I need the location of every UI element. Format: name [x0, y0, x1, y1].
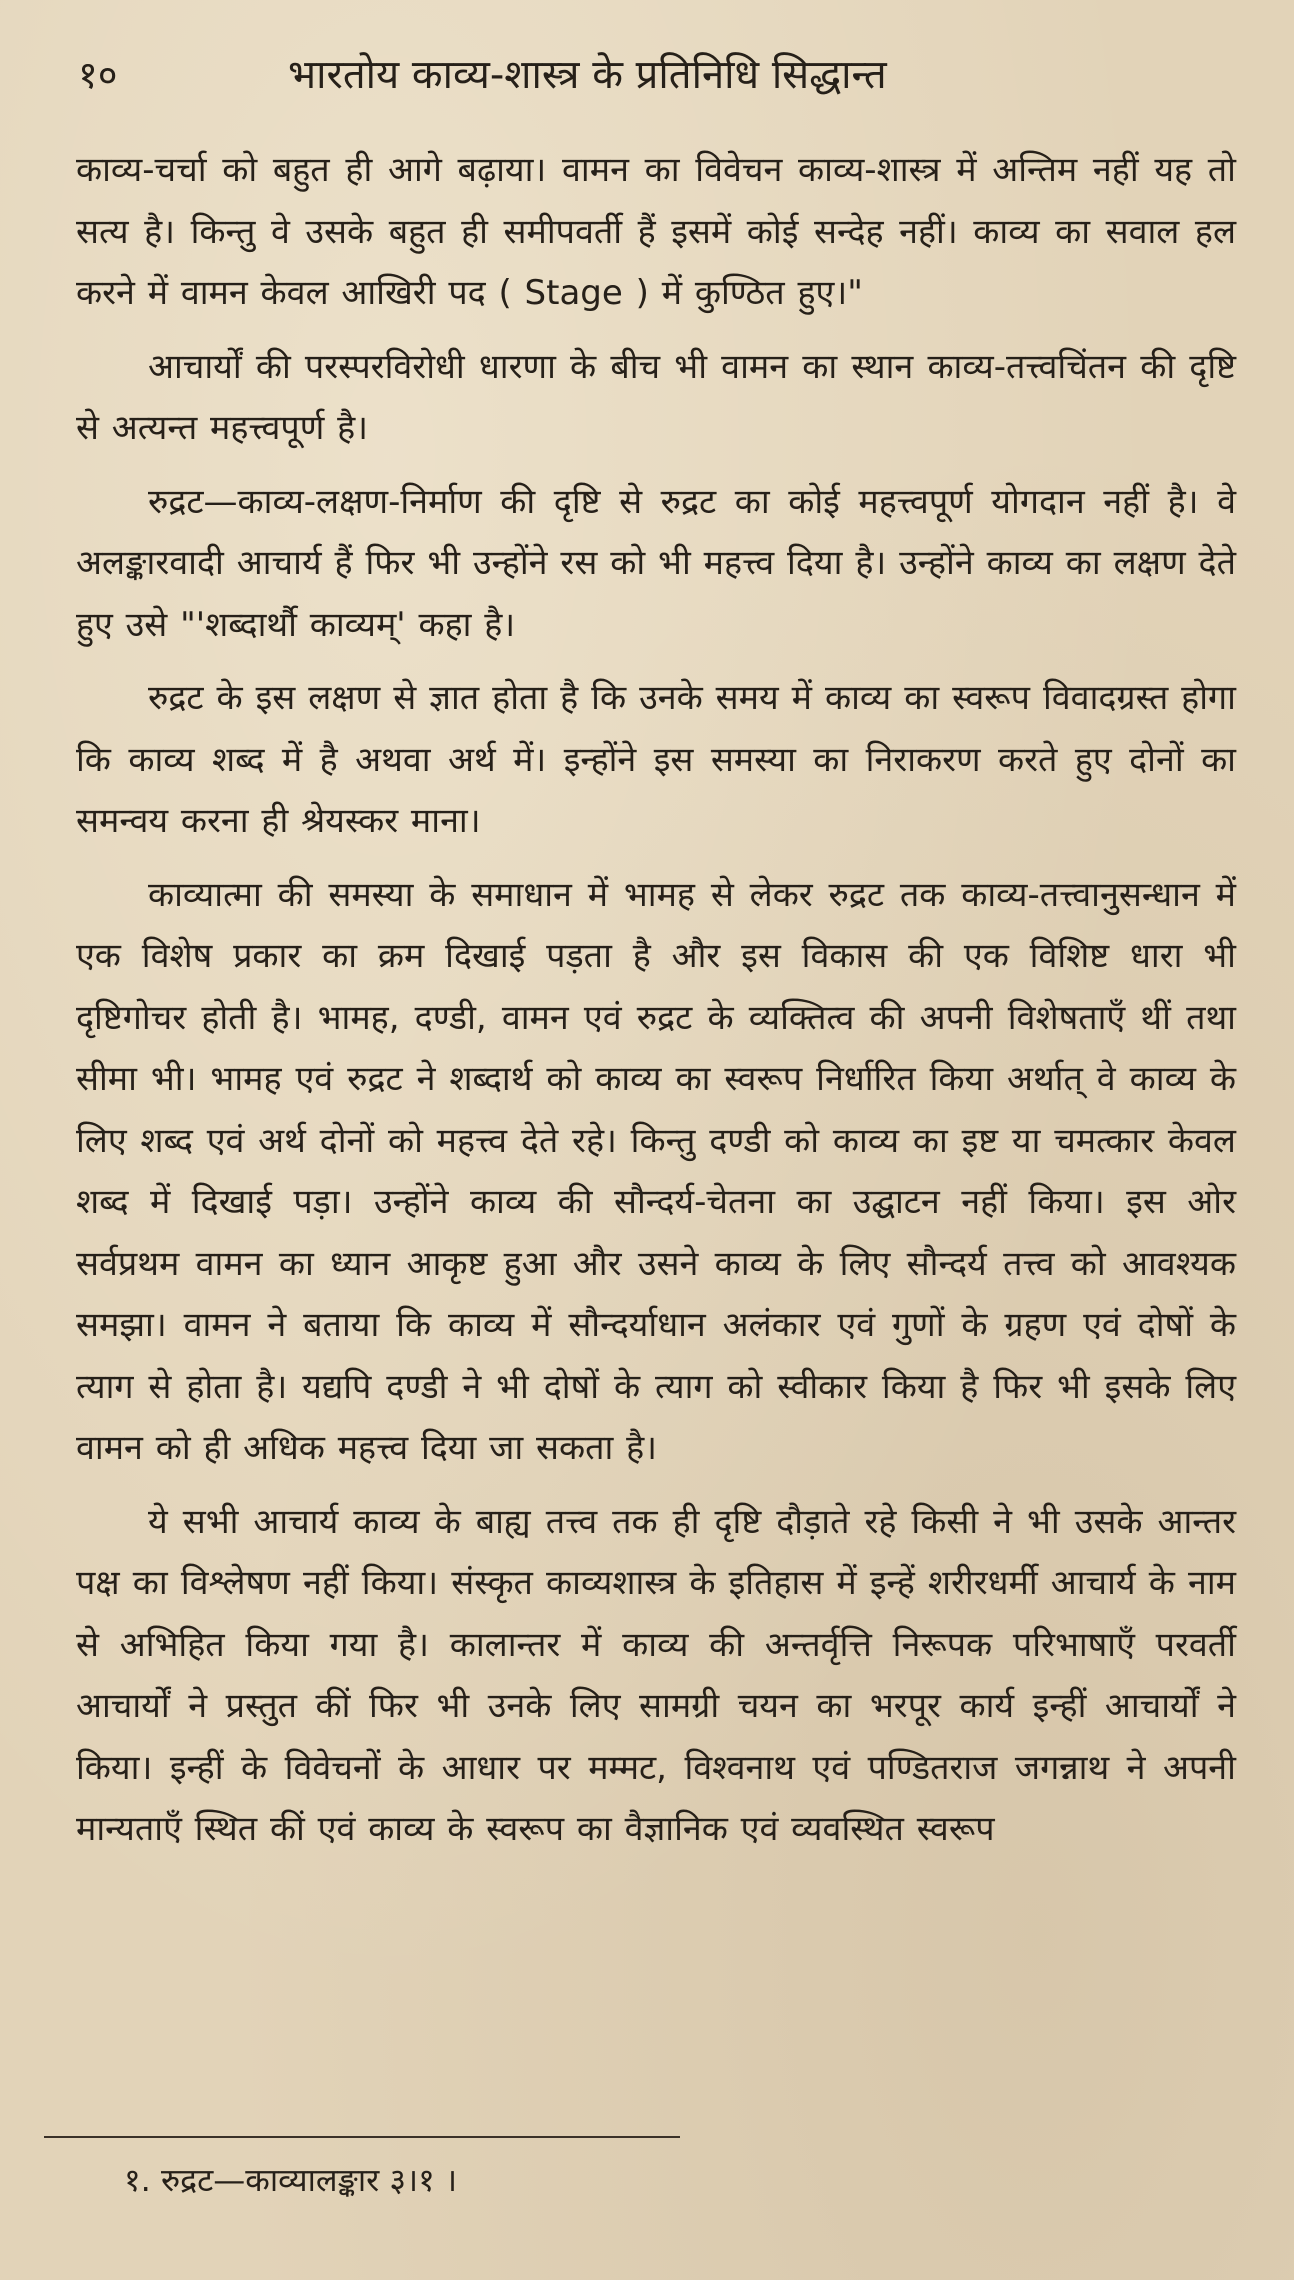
page-body — [76, 140, 1236, 1861]
page-number: १० — [78, 53, 118, 97]
paragraph-kavyatma-development: काव्यात्मा की समस्या के समाधान में भामह से लेकर रुद्रट तक काव्य-तत्त्वानुसन्धान में एक विशेष प्रकार का क्रम दिखाई पड़ता है और इस विकास की एक विशिष्ट धारा भी दृष्टिगोचर होती है। भामह, दण्डी, वामन एवं रुद्रट के व्यक्तित्व की अपनी विशेषताएँ थीं तथा सीमा भी। भामह एवं रुद्रट ने शब्दार्थ को काव्य का स्वरूप निर्धारित किया अर्थात् वे काव्य के लिए शब्द एवं अर्थ दोनों को महत्त्व देते रहे। किन्तु दण्डी को काव्य का इष्ट या चमत्कार केवल शब्द में दिखाई पड़ा। उन्होंने काव्य की सौन्दर्य-चेतना का उद्घाटन नहीं किया। इस ओर सर्वप्रथम वामन का ध्यान आकृष्ट हुआ और उसने काव्य के लिए सौन्दर्य तत्त्व को आवश्यक समझा। वामन ने बताया कि काव्य में सौन्दर्याधान अलंकार एवं गुणों के ग्रहण एवं दोषों के त्याग से होता है। यद्यपि दण्डी ने भी दोषों के त्याग को स्वीकार किया है फिर भी इसके लिए वामन को ही अधिक महत्त्व दिया जा सकता है। — [76, 874, 1236, 1468]
footnote-divider — [44, 2136, 680, 2138]
paragraph-rudrata-definition: रुद्रट के इस लक्षण से ज्ञात होता है कि उनके समय में काव्य का स्वरूप विवादग्रस्त होगा कि काव्य शब्द में है अथवा अर्थ में। इन्होंने इस समस्या का निराकरण करते हुए दोनों का समन्वय करना ही श्रेयस्कर माना। — [76, 678, 1236, 841]
paragraph-rudrata-intro: रुद्रट—काव्य-लक्षण-निर्माण की दृष्टि से रुद्रट का कोई महत्त्वपूर्ण योगदान नहीं है। वे अलङ्कारवादी आचार्य हैं फिर भी उन्होंने रस को भी महत्त्व दिया है। उन्होंने काव्य का लक्षण देते हुए उसे "'शब्दार्थौ काव्यम्' कहा है। — [76, 481, 1236, 645]
running-title: भारतोय काव्य-शास्त्र के प्रतिनिधि सिद्धान्त — [288, 52, 887, 98]
paragraph-external-elements: ये सभी आचार्य काव्य के बाह्य तत्त्व तक ही दृष्टि दौड़ाते रहे किसी ने भी उसके आन्तर पक्ष का विश्लेषण नहीं किया। संस्कृत काव्यशास्त्र के इतिहास में इन्हें शरीरधर्मी आचार्य के नाम से अभिहित किया गया है। कालान्तर में काव्य की अन्तर्वृत्ति निरूपक परिभाषाएँ परवर्ती आचार्यों ने प्रस्तुत कीं फिर भी उनके लिए सामग्री चयन का भरपूर कार्य इन्हीं आचार्यों ने किया। इन्हीं के विवेचनों के आधार पर मम्मट, विश्वनाथ एवं पण्डितराज जगन्नाथ ने अपनी मान्यताएँ स्थित कीं एवं काव्य के स्वरूप का वैज्ञानिक एवं व्यवस्थित स्वरूप — [76, 1501, 1236, 1849]
paragraph-vamana-place: आचार्यों की परस्परविरोधी धारणा के बीच भी वामन का स्थान काव्य-तत्त्वचिंतन की दृष्टि से अत्यन्त महत्त्वपूर्ण है। — [76, 346, 1236, 448]
paragraph-vamana-conclusion: काव्य-चर्चा को बहुत ही आगे बढ़ाया। वामन का विवेचन काव्य-शास्त्र में अन्तिम नहीं यह तो सत्य है। किन्तु वे उसके बहुत ही समीपवर्ती हैं इसमें कोई सन्देह नहीं। काव्य का सवाल हल करने में वामन केवल आखिरी पद ( Stage ) में कुण्ठित हुए।" — [76, 150, 1236, 313]
page-header — [78, 40, 1238, 110]
footnote: १. रुद्रट—काव्यालङ्कार ३।१ । — [124, 2161, 458, 2199]
